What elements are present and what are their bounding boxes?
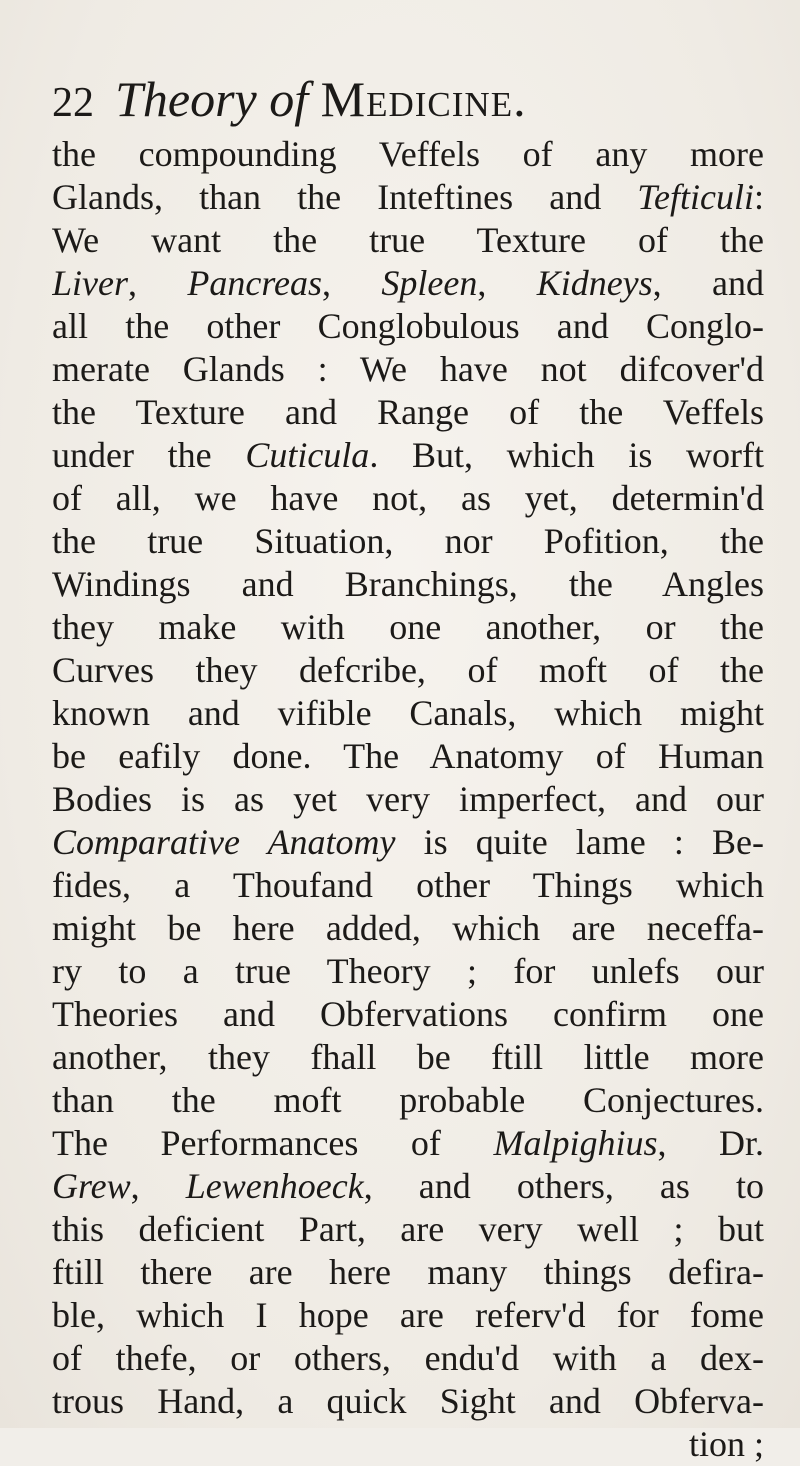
text-line (52, 735, 764, 778)
italic-text: Spleen (381, 263, 478, 303)
italic-text: Liver (52, 263, 128, 303)
text-line (52, 1423, 764, 1466)
text-line (52, 1165, 764, 1208)
text-line (52, 305, 764, 348)
italic-text: Pancreas (187, 263, 322, 303)
italic-text: Kidneys (536, 263, 653, 303)
text-line (52, 1380, 764, 1423)
text-segment: under the (52, 435, 246, 475)
text-line (52, 1251, 764, 1294)
text-segment: the true Situation, nor Pofition, the (52, 521, 764, 561)
text-segment: : (753, 177, 764, 217)
text-segment: Windings and Branchings, the Angles (52, 564, 764, 604)
text-segment: Theories and Obfervations confirm one (52, 994, 764, 1034)
text-segment: , (128, 263, 188, 303)
text-segment: ble, which I hope are referv'd for fome (52, 1295, 764, 1335)
italic-text: Malpighius (493, 1123, 658, 1163)
text-line (52, 348, 764, 391)
text-segment: might be here added, which are neceffa- (52, 908, 764, 948)
text-segment: be eafily done. The Anatomy of Human (52, 736, 764, 776)
text-line (52, 864, 764, 907)
text-line (52, 133, 764, 176)
italic-text: Tefticuli (637, 177, 754, 217)
text-line (52, 1294, 764, 1337)
text-segment: of all, we have not, as yet, determin'd (52, 478, 764, 518)
text-line (52, 1079, 764, 1122)
text-segment: trous Hand, a quick Sight and Obferva- (52, 1381, 764, 1421)
italic-text: Cuticula (245, 435, 370, 475)
text-segment: the Texture and Range of the Veffels (52, 392, 764, 432)
text-line (52, 563, 764, 606)
text-segment: ry to a true Theory ; for unlefs our (52, 951, 764, 991)
text-segment: Glands, than the Inteftines and (52, 177, 638, 217)
italic-text: Comparative Anatomy (52, 822, 396, 862)
text-segment: , and (652, 263, 764, 303)
running-title (115, 70, 527, 128)
text-segment: , and others, as to (363, 1166, 764, 1206)
text-line (52, 434, 764, 477)
text-segment: We want the true Texture of the (52, 220, 764, 260)
text-line (52, 477, 764, 520)
text-line (52, 649, 764, 692)
text-line (52, 176, 764, 219)
text-line (52, 606, 764, 649)
text-line (52, 1036, 764, 1079)
text-segment: , (130, 1166, 186, 1206)
text-segment: of thefe, or others, endu'd with a dex- (52, 1338, 764, 1378)
text-line (52, 993, 764, 1036)
body-text (52, 133, 764, 1466)
text-line (52, 520, 764, 563)
italic-text: Lewenhoeck (185, 1166, 364, 1206)
text-segment: The Performances of (52, 1123, 494, 1163)
text-segment: , (322, 263, 382, 303)
text-segment: ftill there are here many things defira- (52, 1252, 764, 1292)
text-line (52, 262, 764, 305)
running-title-word: of (269, 71, 309, 127)
text-segment: merate Glands : We have not difcover'd (52, 349, 764, 389)
text-line (52, 692, 764, 735)
text-segment: fides, a Thoufand other Things which (52, 865, 764, 905)
text-segment: Curves they defcribe, of moft of the (52, 650, 764, 690)
running-title-word: Medicine. (320, 71, 527, 127)
text-line (52, 1208, 764, 1251)
text-segment: this deficient Part, are very well ; but (52, 1209, 764, 1249)
text-line (52, 907, 764, 950)
text-line (52, 950, 764, 993)
page-header (52, 70, 752, 130)
text-line (52, 391, 764, 434)
text-segment: , Dr. (657, 1123, 764, 1163)
running-title-word: Theory (115, 71, 257, 127)
text-segment: another, they fhall be ftill little more (52, 1037, 764, 1077)
text-segment: . But, which is worft (369, 435, 764, 475)
text-line (52, 219, 764, 262)
text-line (52, 778, 764, 821)
text-segment: the compounding Veffels of any more (52, 134, 764, 174)
text-line (52, 1122, 764, 1165)
text-segment: Bodies is as yet very imperfect, and our (52, 779, 764, 819)
text-segment: known and vifible Canals, which might (52, 693, 764, 733)
text-segment: they make with one another, or the (52, 607, 764, 647)
text-segment: tion ; (688, 1424, 764, 1464)
text-line (52, 1337, 764, 1380)
italic-text: Grew (52, 1166, 131, 1206)
text-segment: , (477, 263, 537, 303)
text-segment: is quite lame : Be- (395, 822, 764, 862)
text-line (52, 821, 764, 864)
text-segment: all the other Conglobulous and Conglo- (52, 306, 764, 346)
page-number: 22 (52, 80, 94, 126)
text-segment: than the moft probable Conjectures. (52, 1080, 764, 1120)
